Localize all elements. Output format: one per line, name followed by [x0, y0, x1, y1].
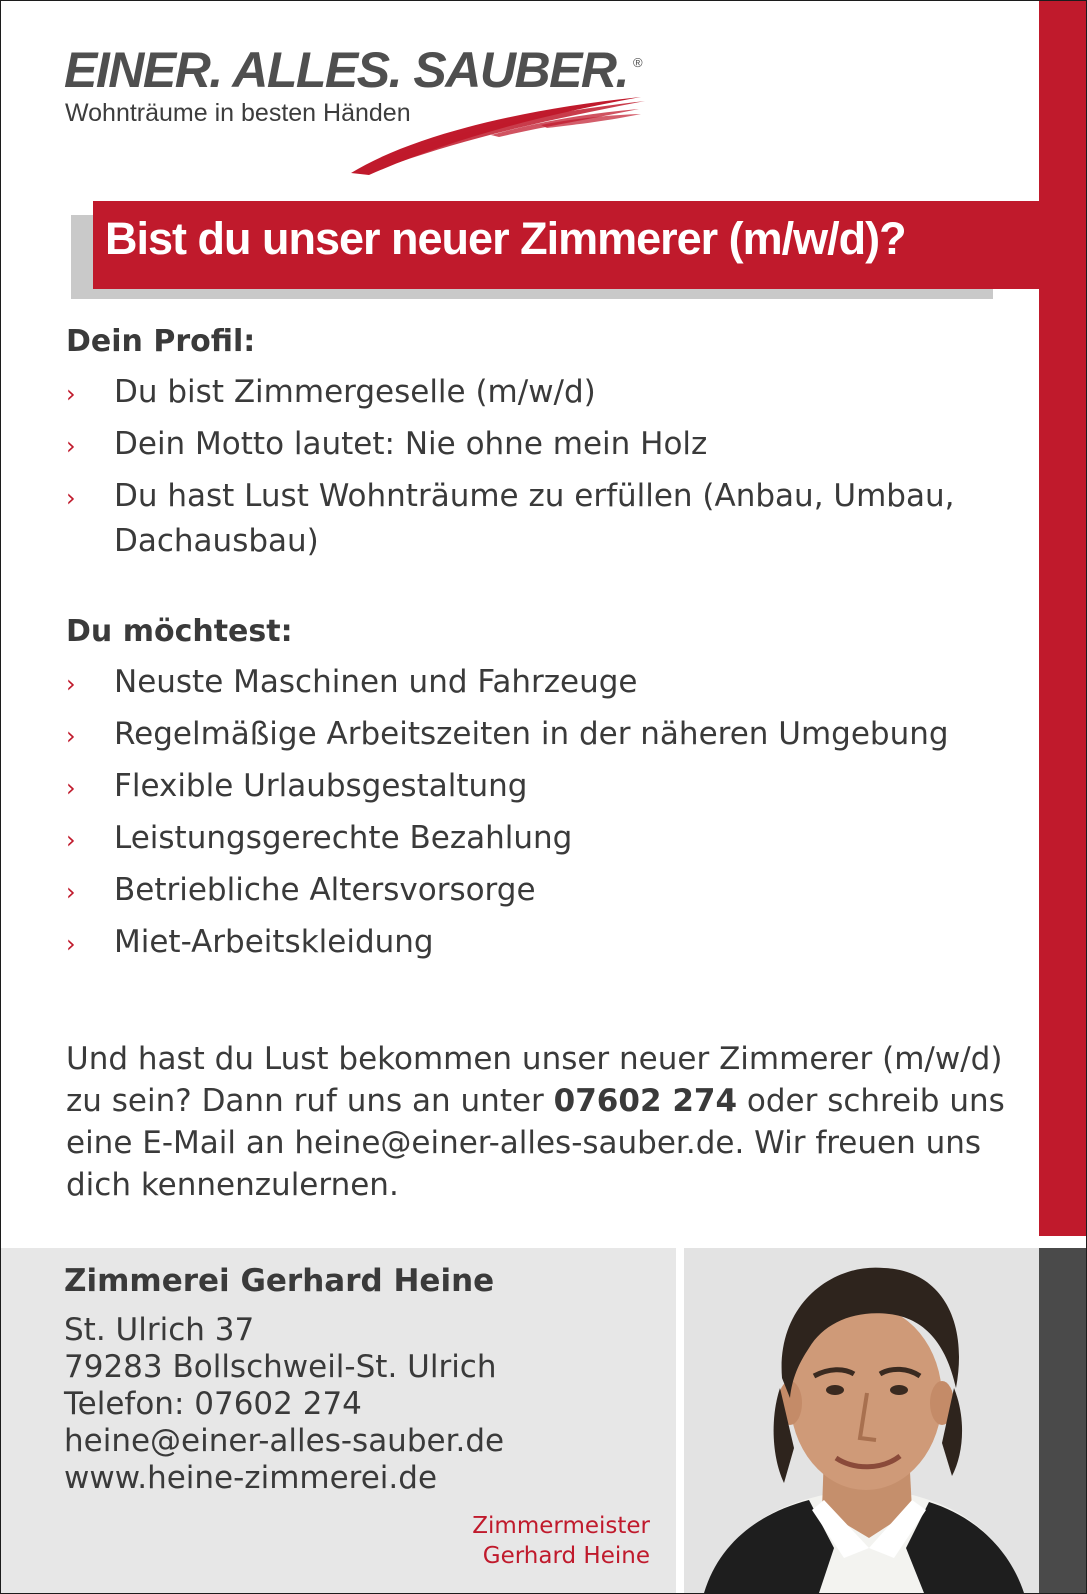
- list-item: [66, 712, 966, 757]
- company-name: Zimmerei Gerhard Heine: [64, 1263, 495, 1299]
- side-accent-bar-red: [1039, 1, 1086, 1236]
- contact-email: heine@einer-alles-sauber.de: [64, 1423, 505, 1459]
- closing-text-before: Und hast du Lust bekommen unser neuer Zimmerer (m/w/d) zu sein? Dann ruf uns an unter: [66, 1041, 1003, 1119]
- offer-title: Du möchtest:: [66, 614, 293, 649]
- photo-caption: [472, 1511, 650, 1571]
- chevron-right-icon: ›: [66, 484, 76, 512]
- closing-phone: 07602 274: [553, 1083, 738, 1119]
- profile-item-text: Du bist Zimmergeselle (m/w/d): [114, 374, 596, 410]
- chevron-right-icon: ›: [66, 380, 76, 408]
- offer-item-text: Leistungsgerechte Bezahlung: [114, 820, 573, 856]
- profile-item-text: Dein Motto lautet: Nie ohne mein Holz: [114, 426, 708, 462]
- offer-item-text: Betriebliche Altersvorsorge: [114, 872, 536, 908]
- logo-tagline: Wohnträume in besten Händen: [65, 99, 411, 127]
- offer-item-text: Neuste Maschinen und Fahrzeuge: [114, 664, 638, 700]
- logo-swoosh-icon: [341, 91, 661, 186]
- closing-paragraph: [66, 1038, 1026, 1206]
- contact-website: www.heine-zimmerei.de: [64, 1460, 438, 1496]
- profile-title: Dein Profil:: [66, 324, 256, 359]
- caption-name: Gerhard Heine: [482, 1543, 650, 1569]
- offer-item-text: Regelmäßige Arbeitszeiten in der näheren Umgebung: [114, 716, 949, 752]
- logo-wordmark: EINER. ALLES. SAUBER.: [64, 42, 628, 98]
- offer-list: [66, 660, 966, 972]
- closing-text-after: oder schreib uns eine E-Mail an heine@einer-alles-sauber.de. Wir freuen uns dich kennenzulernen.: [66, 1083, 1005, 1203]
- list-item: [66, 370, 966, 415]
- address-city: 79283 Bollschweil-St. Ulrich: [64, 1349, 497, 1385]
- list-item: [66, 660, 966, 705]
- portrait-photo: [684, 1248, 1039, 1593]
- list-item: [66, 868, 966, 913]
- profile-list: [66, 370, 966, 571]
- chevron-right-icon: ›: [66, 432, 76, 460]
- list-item: [66, 816, 966, 861]
- chevron-right-icon: ›: [66, 670, 76, 698]
- list-item: [66, 422, 966, 467]
- offer-item-text: Miet-Arbeitskleidung: [114, 924, 434, 960]
- list-item: [66, 764, 966, 809]
- registered-mark: ®: [633, 55, 643, 70]
- list-item: [66, 474, 966, 564]
- address-street: St. Ulrich 37: [64, 1312, 255, 1348]
- chevron-right-icon: ›: [66, 826, 76, 854]
- list-item: [66, 920, 966, 965]
- chevron-right-icon: ›: [66, 930, 76, 958]
- offer-item-text: Flexible Urlaubsgestaltung: [114, 768, 528, 804]
- caption-role: Zimmermeister: [472, 1513, 650, 1539]
- chevron-right-icon: ›: [66, 878, 76, 906]
- person-portrait-icon: [684, 1248, 1039, 1593]
- headline: Bist du unser neuer Zimmerer (m/w/d)?: [105, 213, 906, 264]
- profile-item-text: Du hast Lust Wohnträume zu erfüllen (Anbau, Umbau, Dachausbau): [114, 478, 955, 559]
- side-accent-bar-gray: [1039, 1248, 1086, 1593]
- contact-phone: Telefon: 07602 274: [64, 1386, 362, 1422]
- address-block: [64, 1312, 504, 1497]
- chevron-right-icon: ›: [66, 774, 76, 802]
- chevron-right-icon: ›: [66, 722, 76, 750]
